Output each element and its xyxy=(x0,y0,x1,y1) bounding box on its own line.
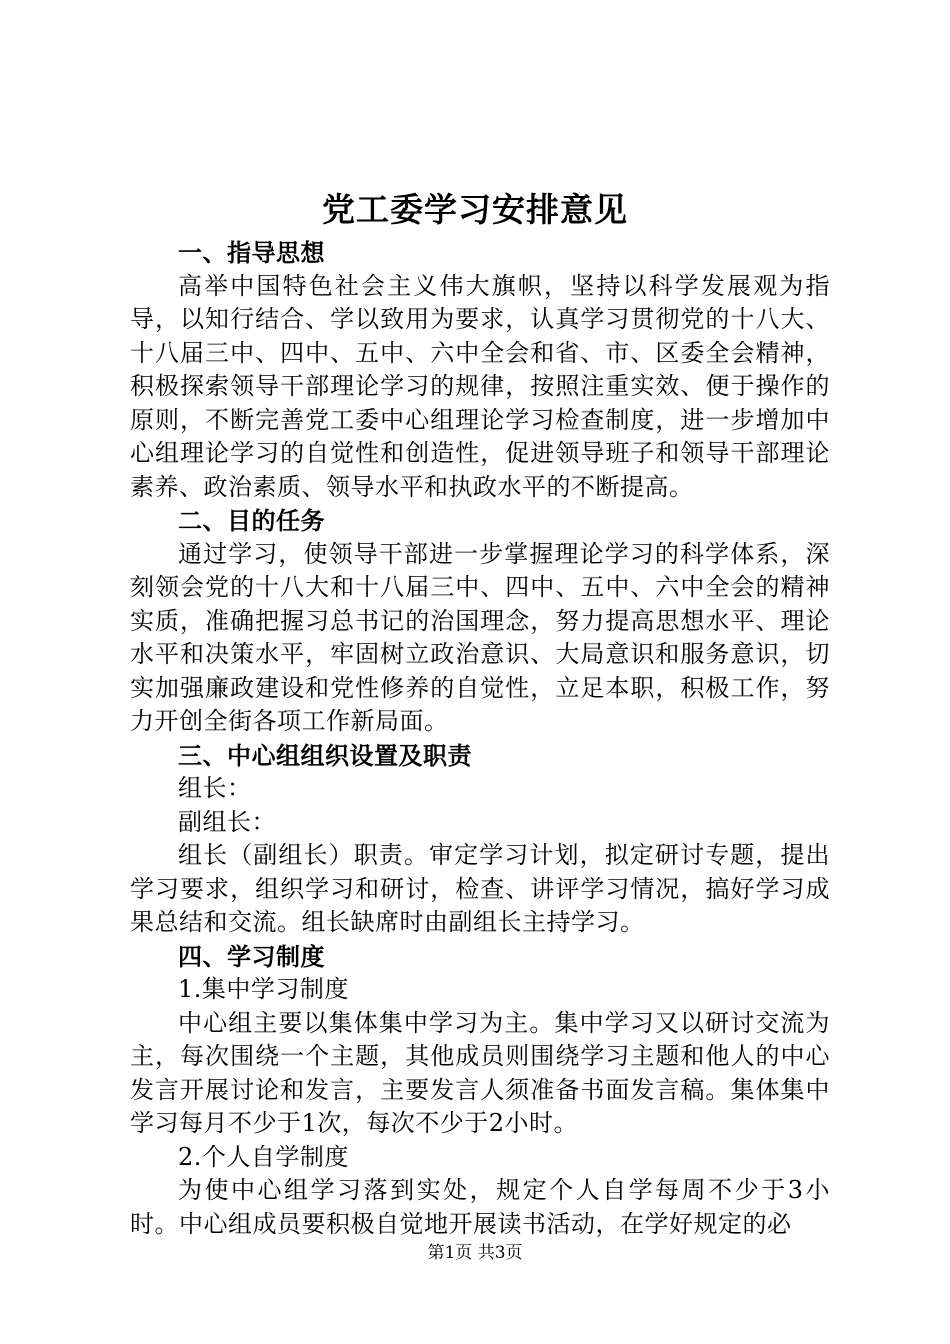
section-paragraph: 组长： xyxy=(178,774,252,802)
section-paragraph: 高举中国特色社会主义伟大旗帜，坚持以科学发展观为指导，以知行结合、学以致用为要求，认真学习贯彻党的十八大、十八届三中、四中、五中、六中全会和省、市、区委全会精神，积极探索领导干部理论学习的规律，按照注重实效、便于操作的原则，不断完善党工委中心组理论学习检查制度，进一步增加中心组理论学习的自觉性和创造性，促进领导班子和领导干部理论素养、政治素质、领导水平和执政水平的不断提高。 xyxy=(130,271,830,501)
document-title: 党工委学习安排意见 xyxy=(322,190,628,229)
section-heading: 四、学习制度 xyxy=(178,941,325,971)
section-paragraph: 为使中心组学习落到实处，规定个人自学每周不少于3小时。中心组成员要积极自觉地开展读书活动，在学好规定的必 xyxy=(130,1176,830,1238)
document-body xyxy=(130,236,830,1241)
section-paragraph: 组长（副组长）职责。审定学习计划，拟定研讨专题，提出学习要求，组织学习和研讨，检查、讲评学习情况，搞好学习成果总结和交流。组长缺席时由副组长主持学习。 xyxy=(130,841,830,936)
subsection-title: 1.集中学习制度 xyxy=(178,975,349,1003)
section-paragraph: 副组长： xyxy=(178,807,276,836)
section-heading: 三、中心组组织设置及职责 xyxy=(178,740,472,770)
section-heading: 二、目的任务 xyxy=(178,506,325,535)
page-footer: 第1页 共3页 xyxy=(427,1243,523,1263)
section-heading: 一、指导思想 xyxy=(178,238,325,267)
section-paragraph: 通过学习，使领导干部进一步掌握理论学习的科学体系，深刻领会党的十八大和十八届三中、四中、五中、六中全会的精神实质，准确把握习总书记的治国理念，努力提高思想水平、理论水平和决策水平，牢固树立政治意识、大局意识和服务意识，切实加强廉政建设和党性修养的自觉性，立足本职，积极工作，努力开创全街各项工作新局面。 xyxy=(130,539,830,735)
subsection-title: 2.个人自学制度 xyxy=(178,1142,349,1171)
section-paragraph: 中心组主要以集体集中学习为主。集中学习又以研讨交流为主，每次围绕一个主题，其他成员则围绕学习主题和他人的中心发言开展讨论和发言，主要发言人须准备书面发言稿。集体集中学习每月不少于1次，每次不少于2小时。 xyxy=(130,1008,830,1137)
